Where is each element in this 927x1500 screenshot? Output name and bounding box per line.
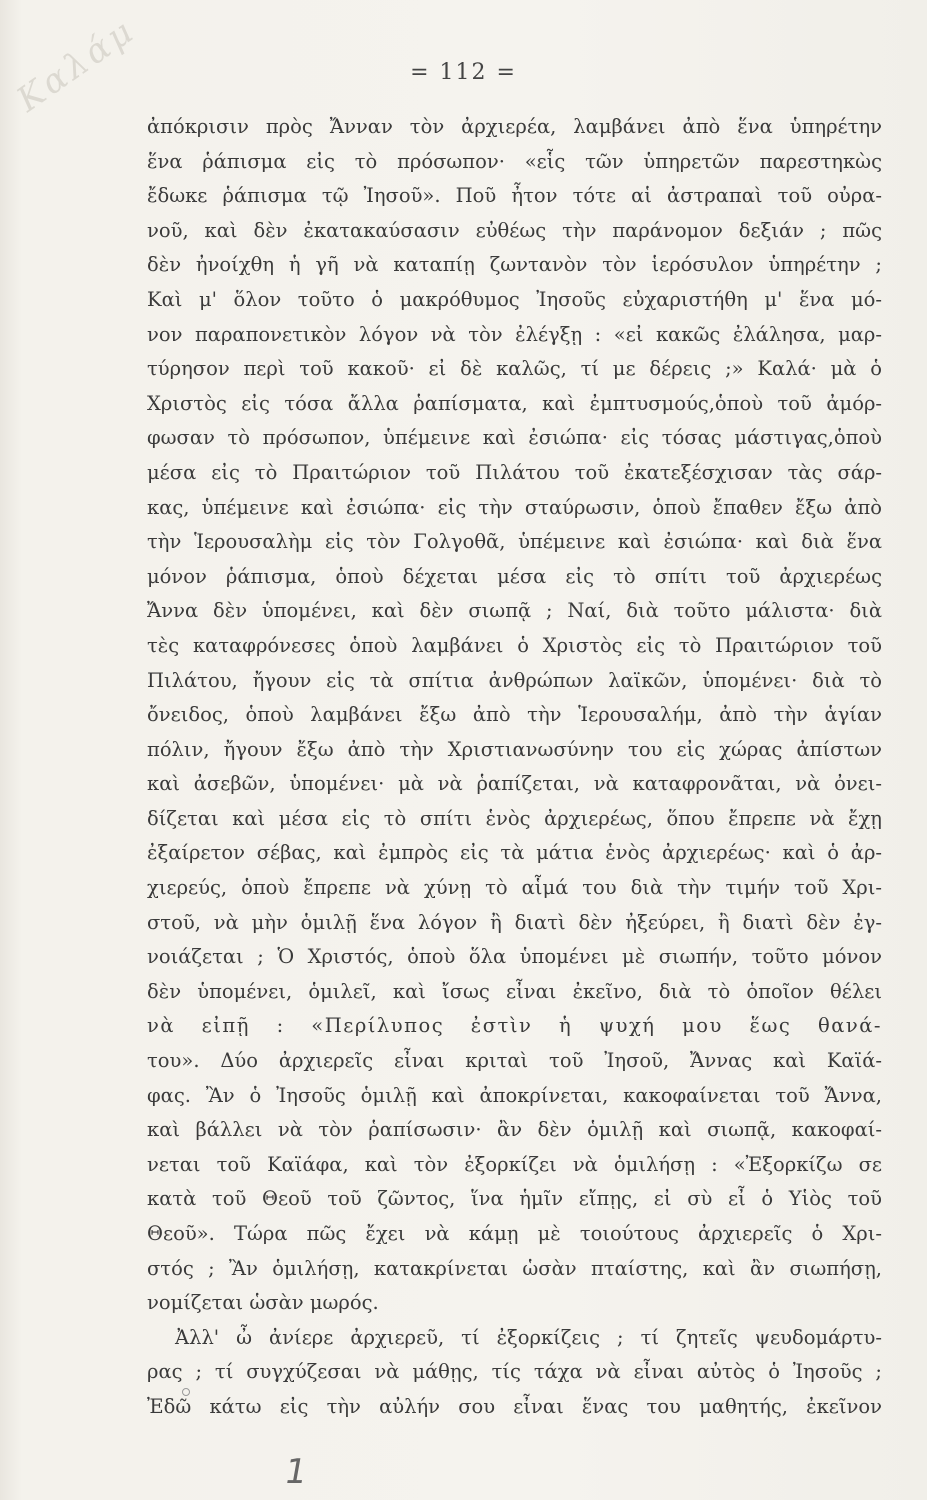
text-line: χιερεύς, ὁποὺ ἔπρεπε νὰ χύνῃ τὸ αἷμά του διὰ τὴν τιμήν τοῦ Χρι-	[147, 876, 882, 900]
stray-mark	[182, 1388, 190, 1396]
text-line: ἕνα ῥάπισμα εἰς τὸ πρόσωπον· «εἷς τῶν ὑπηρετῶν παρεστηκὼς	[147, 149, 882, 173]
text-line-paragraph-start: Ἀλλ' ὦ ἀνίερε ἀρχιερεῦ, τί ἐξορκίζεις ; τί ζητεῖς ψευδομάρτυ-	[175, 1325, 882, 1349]
text-line: ἐξαίρετον σέβας, καὶ ἐμπρὸς εἰς τὰ μάτια ἑνὸς ἀρχιερέως· καὶ ὁ ἀρ-	[147, 841, 882, 865]
text-line: καὶ ἀσεβῶν, ὑπομένει· μὰ νὰ ῥαπίζεται, νὰ καταφρονᾶται, νὰ ὀνει-	[147, 772, 882, 796]
text-line: Χριστὸς εἰς τόσα ἄλλα ῥαπίσματα, καὶ ἐμπτυσμούς,ὁποὺ τοῦ ἀμόρ-	[147, 391, 882, 415]
text-line: καὶ βάλλει νὰ τὸν ῥαπίσωσιν· ἂν δὲν ὁμιλῇ καὶ σιωπᾷ, κακοφαί-	[147, 1118, 882, 1142]
text-line: φας. Ἂν ὁ Ἰησοῦς ὁμιλῇ καὶ ἀποκρίνεται, κακοφαίνεται τοῦ Ἄννα,	[147, 1083, 882, 1107]
text-line: ἀπόκρισιν πρὸς Ἄνναν τὸν ἀρχιερέα, λαμβάνει ἀπὸ ἕνα ὑπηρέτην	[147, 115, 882, 138]
text-line: στός ; Ἂν ὁμιλήσῃ, κατακρίνεται ὡσὰν πταίστης, καὶ ἂν σιωπήσῃ,	[147, 1256, 882, 1280]
text-line: κας, ὑπέμεινε καὶ ἐσιώπα· εἰς τὴν σταύρωσιν, ὁποὺ ἔπαθεν ἔξω ἀπὸ	[147, 495, 882, 519]
footer-handwritten-mark: 1	[281, 1452, 311, 1492]
text-line: κατὰ τοῦ Θεοῦ τοῦ ζῶντος, ἵνα ἡμῖν εἴπῃς, εἰ σὺ εἶ ὁ Υἱὸς τοῦ	[147, 1187, 882, 1211]
body-text	[147, 110, 882, 1425]
text-line: Θεοῦ». Τώρα πῶς ἔχει νὰ κάμῃ μὲ τοιούτους ἀρχιερεῖς ὁ Χρι-	[147, 1222, 882, 1245]
text-line: τύρησον περὶ τοῦ κακοῦ· εἰ δὲ καλῶς, τί με δέρεις ;» Καλά· μὰ ὁ	[147, 357, 882, 381]
text-line: νεται τοῦ Καϊάφα, καὶ τὸν ἐξορκίζει νὰ ὁμιλήσῃ : «Ἐξορκίζω σε	[147, 1152, 882, 1176]
text-line: μέσα εἰς τὸ Πραιτώριον τοῦ Πιλάτου τοῦ ἐκατεξέσχισαν τὰς σάρ-	[147, 460, 882, 484]
text-line: ρας ; τί συγχύζεσαι νὰ μάθῃς, τίς τάχα νὰ εἶναι αὐτὸς ὁ Ἰησοῦς ;	[147, 1360, 882, 1384]
text-line-quotation: νὰ εἰπῇ : «Περίλυπος ἐστὶν ἡ ψυχή μου ἕως θανά-	[147, 1014, 882, 1038]
text-line: νον παραπονετικὸν λόγον νὰ τὸν ἐλέγξῃ : «εἰ κακῶς ἐλάλησα, μαρ-	[147, 322, 882, 346]
text-line: τὴν Ἱερουσαλὴμ εἰς τὸν Γολγοθᾶ, ὑπέμεινε καὶ ἐσιώπα· καὶ διὰ ἕνα	[147, 530, 882, 554]
text-line: δὲν ὑπομένει, ὁμιλεῖ, καὶ ἴσως εἶναι ἐκεῖνο, διὰ τὸ ὁποῖον θέλει	[147, 979, 882, 1003]
text-line: τὲς καταφρόνεσες ὁποὺ λαμβάνει ὁ Χριστὸς εἰς τὸ Πραιτώριον τοῦ	[147, 633, 882, 657]
page-number: = 112 =	[410, 60, 517, 85]
text-line: Πιλάτου, ἤγουν εἰς τὰ σπίτια ἀνθρώπων λαϊκῶν, ὑπομένει· διὰ τὸ	[147, 668, 882, 692]
text-line: ἔδωκε ῥάπισμα τῷ Ἰησοῦ». Ποῦ ἦτον τότε αἱ ἀστραπαὶ τοῦ οὐρα-	[147, 184, 882, 208]
text-line-paragraph-end: νομίζεται ὡσὰν μωρός.	[147, 1291, 379, 1315]
text-line: Καὶ μ' ὅλον τοῦτο ὁ μακρόθυμος Ἰησοῦς εὐχαριστήθη μ' ἕνα μό-	[147, 287, 882, 311]
text-line: πόλιν, ἤγουν ἔξω ἀπὸ τὴν Χριστιανωσύνην του εἰς χώρας ἀπίστων	[147, 737, 882, 761]
text-line: μόνον ῥάπισμα, ὁποὺ δέχεται μέσα εἰς τὸ σπίτι τοῦ ἀρχιερέως	[147, 564, 882, 588]
text-line: στοῦ, νὰ μὴν ὁμιλῇ ἕνα λόγον ἢ διατὶ δὲν ἠξεύρει, ἢ διατὶ δὲν ἐγ-	[147, 910, 882, 934]
text-line: νοῦ, καὶ δὲν ἐκατακαύσασιν εὐθέως τὴν παράνομον δεξιάν ; πῶς	[147, 218, 882, 242]
text-line: Ἄννα δὲν ὑπομένει, καὶ δὲν σιωπᾷ ; Ναί, διὰ τοῦτο μάλιστα· διὰ	[147, 599, 882, 623]
text-line: του». Δύο ἀρχιερεῖς εἶναι κριταὶ τοῦ Ἰησοῦ, Ἄννας καὶ Καϊά-	[147, 1049, 882, 1073]
handwritten-margin-note: Καλάμ	[9, 9, 144, 121]
text-line: δίζεται καὶ μέσα εἰς τὸ σπίτι ἑνὸς ἀρχιερέως, ὅπου ἔπρεπε νὰ ἔχῃ	[147, 806, 882, 830]
text-line: ὄνειδος, ὁποὺ λαμβάνει ἔξω ἀπὸ τὴν Ἱερουσαλήμ, ἀπὸ τὴν ἁγίαν	[147, 703, 882, 727]
text-line: δὲν ἠνοίχθη ἡ γῆ νὰ καταπίῃ ζωντανὸν τὸν ἱερόσυλον ὑπηρέτην ;	[147, 253, 882, 277]
text-line: φωσαν τὸ πρόσωπον, ὑπέμεινε καὶ ἐσιώπα· εἰς τόσας μάστιγας,ὁποὺ	[147, 426, 882, 450]
text-line: νοιάζεται ; Ὁ Χριστός, ὁποὺ ὅλα ὑπομένει μὲ σιωπήν, τοῦτο μόνον	[147, 945, 882, 969]
text-line: Ἐδῶ κάτω εἰς τὴν αὐλήν σου εἶναι ἕνας του μαθητής, ἐκεῖνον	[147, 1394, 882, 1418]
